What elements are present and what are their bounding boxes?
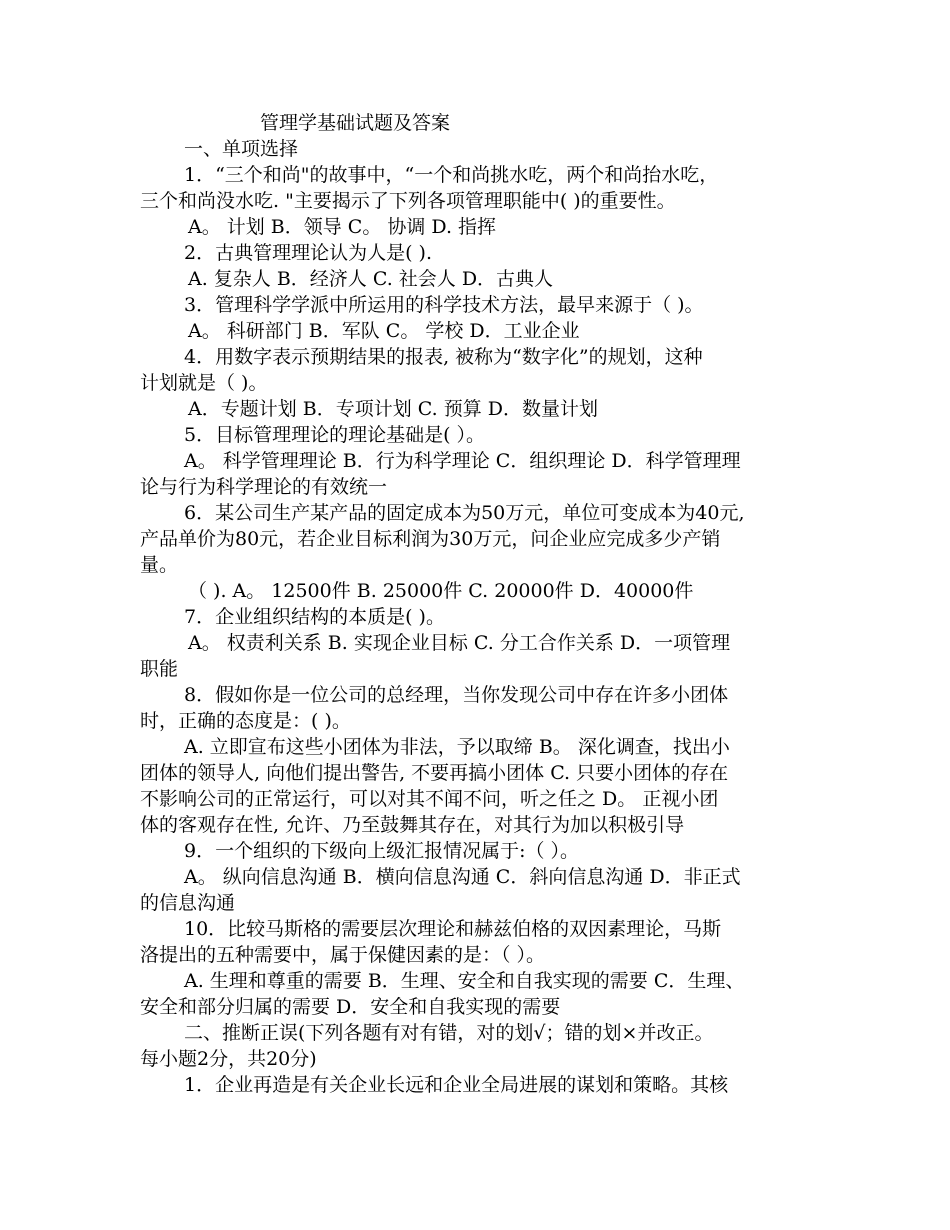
question-7-options-line-2: 职能 bbox=[140, 658, 179, 680]
question-8-options-line-2: 团体的领导人, 向他们提出警告, 不要再搞小团体 C. 只要小团体的存在 bbox=[140, 762, 729, 784]
question-3-options: A。 科研部门 B．军队 C。 学校 D．工业企业 bbox=[188, 320, 580, 342]
question-8-line-2: 时，正确的态度是：( )。 bbox=[140, 710, 351, 732]
question-5-options-line-1: A。 科学管理理论 B．行为科学理论 C．组织理论 D．科学管理理 bbox=[184, 450, 741, 472]
question-10-line-1: 10．比较马斯格的需要层次理论和赫兹伯格的双因素理论，马斯 bbox=[184, 918, 722, 940]
section-heading-true-false-line-2: 每小题2分，共20分) bbox=[140, 1048, 317, 1070]
true-false-question-1: 1．企业再造是有关企业长远和企业全局进展的谋划和策略。其核 bbox=[184, 1074, 729, 1096]
question-4-options: A．专题计划 B．专项计划 C. 预算 D．数量计划 bbox=[188, 398, 598, 420]
question-6-line-1: 6．某公司生产某产品的固定成本为50万元，单位可变成本为40元, bbox=[184, 502, 745, 524]
question-3: 3．管理科学学派中所运用的科学技术方法，最早来源于（ )。 bbox=[184, 294, 704, 316]
question-1-line-2: 三个和尚没水吃. "主要揭示了下列各项管理职能中( )的重要性。 bbox=[140, 190, 676, 212]
document-title: 管理学基础试题及答案 bbox=[260, 112, 451, 134]
question-9: 9．一个组织的下级向上级汇报情况属于:（ ）。 bbox=[184, 840, 580, 862]
section-heading-single-choice: 一、单项选择 bbox=[184, 138, 299, 160]
question-7-options-line-1: A。 权责利关系 B. 实现企业目标 C. 分工合作关系 D．一项管理 bbox=[188, 632, 731, 654]
question-8-options-line-1: A. 立即宣布这些小团体为非法，予以取缔 B。 深化调查，找出小 bbox=[184, 736, 730, 758]
document-body bbox=[140, 110, 812, 1098]
question-6-options: （ ). A。 12500件 B. 25000件 C. 20000件 D．40000件 bbox=[188, 580, 694, 602]
question-10-options-line-2: 安全和部分归属的需要 D．安全和自我实现的需要 bbox=[140, 996, 561, 1018]
question-6-line-2: 产品单价为80元，若企业目标利润为30万元，问企业应完成多少产销 bbox=[140, 528, 721, 550]
question-4-line-2: 计划就是（ )。 bbox=[140, 372, 268, 394]
question-9-options-line-1: A。 纵向信息沟通 B．横向信息沟通 C．斜向信息沟通 D．非正式 bbox=[184, 866, 741, 888]
question-1-options: A。 计划 B．领导 C。 协调 D. 指挥 bbox=[188, 216, 497, 238]
question-7: 7．企业组织结构的本质是( )。 bbox=[184, 606, 445, 628]
question-8-options-line-4: 体的客观存在性, 允许、乃至鼓舞其存在，对其行为加以积极引导 bbox=[140, 814, 685, 836]
question-10-options-line-1: A. 生理和尊重的需要 B．生理、安全和自我实现的需要 C．生理、 bbox=[184, 970, 745, 992]
question-9-options-line-2: 的信息沟通 bbox=[140, 892, 236, 914]
question-6-line-3: 量。 bbox=[140, 554, 179, 576]
question-5-options-line-2: 论与行为科学理论的有效统一 bbox=[140, 476, 388, 498]
question-2-options: A. 复杂人 B．经济人 C. 社会人 D．古典人 bbox=[188, 268, 554, 290]
question-8-line-1: 8．假如你是一位公司的总经理，当你发现公司中存在许多小团体 bbox=[184, 684, 729, 706]
question-2: 2．古典管理理论认为人是( ). bbox=[184, 242, 432, 264]
question-4-line-1: 4．用数字表示预期结果的报表, 被称为“数字化”的规划，这种 bbox=[184, 346, 703, 368]
question-10-line-2: 洛提出的五种需要中，属于保健因素的是：（ ）。 bbox=[140, 944, 546, 966]
question-1-line-1: 1．“三个和尚"的故事中，“一个和尚挑水吃，两个和尚抬水吃， bbox=[184, 164, 719, 186]
question-5: 5．目标管理理论的理论基础是( ）。 bbox=[184, 424, 486, 446]
question-8-options-line-3: 不影响公司的正常运行，可以对其不闻不问，听之任之 D。 正视小团 bbox=[140, 788, 719, 810]
section-heading-true-false-line-1: 二、推断正误(下列各题有对有错，对的划√；错的划×并改正。 bbox=[184, 1022, 714, 1044]
